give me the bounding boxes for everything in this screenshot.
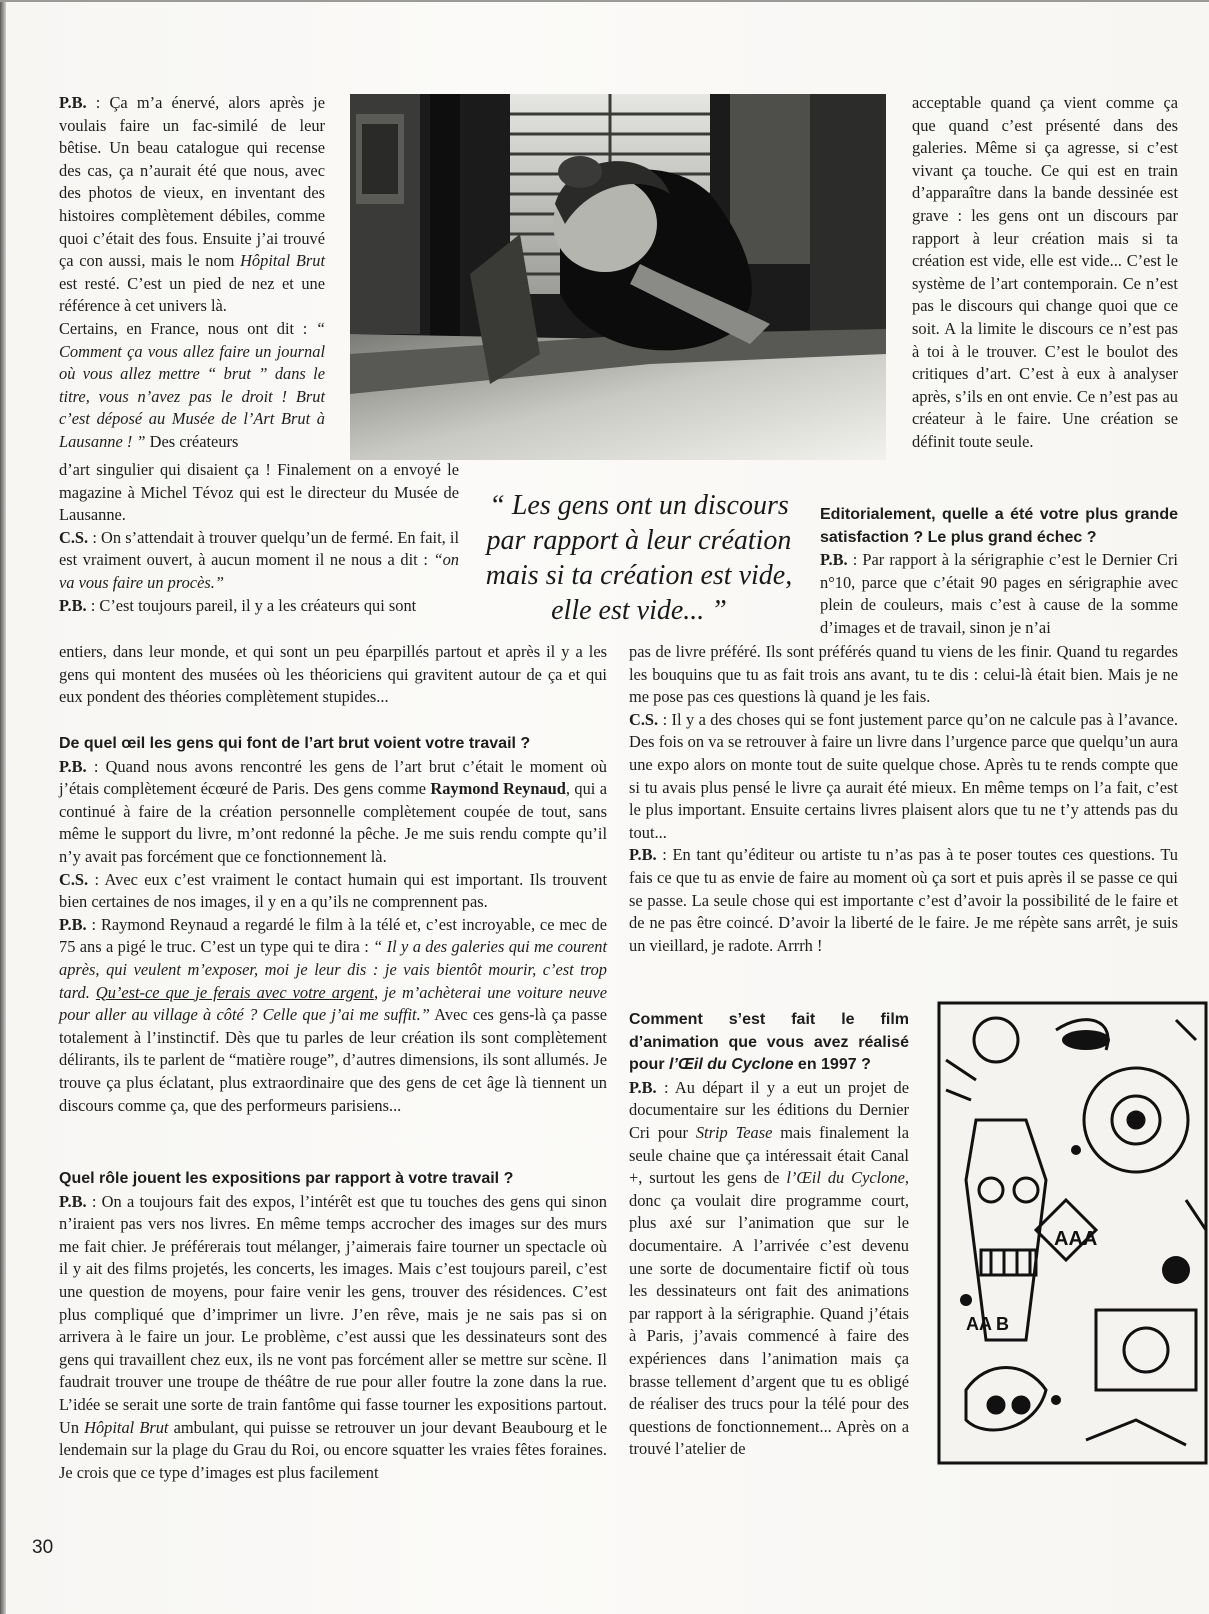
column-right-wide: [629, 641, 1178, 957]
question-4-answer: [629, 1077, 909, 1461]
paragraph: Certains, en France, nous ont dit : “ Comment ça vous allez faire un journal où vous allez mettre “ brut ” dans le titre, vous n’avez pas le droit ! Brut c’est déposé au Musée de l’Art Brut à Lausanne ! ” Des créateurs: [59, 318, 325, 451]
paragraph: P.B. : Quand nous avons rencontré les gens de l’art brut c’était le moment où j’étais complètement écœuré de Paris. Des gens comme Raymond Reynaud, qui a continué à faire de la création personnelle complètement coupée de tout, sans même le support du livre, m’ont redonné la pêche. Je me suis rendu compte qu’il n’y avait pas forcément que ce fonctionnement là.: [59, 756, 607, 866]
question-2-block: [59, 1168, 607, 1484]
paragraph: acceptable quand ça vient comme ça que quand c’est présenté dans des galeries. Même si ça agresse, si c’est vivant ça touche. Ce qui est en train d’apparaître dans la bande dessinée est grave : les gens ont un discours par rapport à leur création mais si ta création est vide, elle est vide... C’est le système de l’art contemporain. Ce n’est pas le discours qui change quoi que ce soit. A la limite le discours ce n’est pas à toi à le trouver. C’est le boulot des critiques d’art. C’est à eux à analyser après, s’ils en ont envie. Ce n’est pas au créateur à le faire. Une création se définit toute seule.: [912, 93, 1178, 451]
question-4-heading: Comment s’est fait le film d’animation que vous avez réalisé pour l’Œil du Cyclone en 1997 ?: [629, 1011, 909, 1074]
question-3-heading: Editorialement, quelle a été votre plus grande satisfaction ? Le plus grand échec ?: [820, 506, 1178, 546]
column-1-top: [59, 92, 325, 454]
photo-illustration: [350, 94, 886, 460]
paragraph: C.S. : On s’attendait à trouver quelqu’un de fermé. En fait, il est vraiment ouvert, à aucun moment il ne nous a dit : “on va vous faire un procès.”: [59, 527, 459, 592]
paragraph: C.S. : Il y a des choses qui se font justement parce qu’on ne calcule pas à l’avance. Des fois on va se retrouver à faire un livre dans l’urgence parce que quelqu’un aura une expo alors on monte tout de suite quelque chose. Après tu te rends compte que si tu avais plus pensé le livre ça aurait été mieux. En même temps on l’a fait, c’est le plus important. Ensuite certains livres plaisent alors que tu ne t’y attends pas du tout...: [629, 709, 1178, 842]
ink-drawing-illustration: [936, 1000, 1209, 1466]
paragraph: P.B. : Raymond Reynaud a regardé le film à la télé et, c’est incroyable, ce mec de 75 ans a pigé le truc. C’est un type qui te dira : “ Il y a des galeries qui me courent après, qui veulent m’exposer, moi je leur dis : je vais bientôt mourir, c’est trop tard. Qu’est-ce que je ferais avec votre argent, je m’achèterai une voiture neuve pour aller au village à côté ? Celle que j’ai me suffit.” Avec ces gens-là ça passe totalement à l’instinctif. Dès que tu parles de leur création ils sont complètement délirants, ils te parlent de “matière rouge”, d’autres dimensions, ils sont allumés. Je trouve ça plus éclatant, plus extraordinaire que des gens de cet âge là tiennent un discours comme ça, que des performeurs parisiens...: [59, 914, 608, 1115]
paragraph: P.B. : Ça m’a énervé, alors après je voulais faire un fac-similé de leur bêtise. Un beau catalogue qui recense des cas, ça n’aurait été que nous, avec des photos de vieux, en inventant des histoires complètement débiles, comme quoi c’était des fous. Ensuite j’ai trouvé ça con aussi, mais le nom Hôpital Brut est resté. C’est un pied de nez et une référence à cet univers là.: [59, 93, 325, 316]
page-fold-shadow: [0, 0, 6, 1614]
question-1-answer: [59, 756, 607, 1118]
drawing-text-aa: AA: [966, 1314, 992, 1334]
drawing-text-aaa: AAA: [1054, 1228, 1098, 1250]
question-1-block: [59, 733, 607, 1117]
page-number: 30: [32, 1537, 54, 1558]
pull-quote: “ Les gens ont un discours par rapport à leur création mais si ta création est vide, elle est vide... ”: [485, 490, 793, 626]
paragraph: entiers, dans leur monde, et qui sont un peu éparpillés partout et après il y a les gens qui montent des musées où les théoriciens qui gravitent autour de ça et qui eux pondent des théories complètement stupides...: [59, 642, 607, 707]
question-4-block: [629, 1009, 909, 1461]
paragraph: P.B. : Au départ il y a eut un projet de documentaire sur les éditions du Dernier Cri pour Strip Tease mais finalement la seule chaine que ça intéressait était Canal +, surtout les gens de l’Œil du Cyclone, donc ça voulait dire programme court, plus axé sur l’animation que sur le documentaire. A l’arrivée c’est devenu une sorte de documentaire fictif où tous les dessinateurs ont fait des animations par rapport à la sérigraphie. Quand j’étais à Paris, j’avais commencé à faire des expériences dans l’animation mais ça brasse tellement d’argent que tu es obligé de réaliser des trucs pour la télé pour des questions de fonctionnement... Après on a trouvé l’atelier de: [629, 1077, 909, 1459]
paragraph: P.B. : C’est toujours pareil, il y a les créateurs qui sont: [59, 595, 417, 615]
question-2-answer: [59, 1191, 607, 1485]
question-1-heading: De quel œil les gens qui font de l’art brut voient votre travail ?: [59, 735, 531, 752]
paragraph: C.S. : Avec eux c’est vraiment le contact humain qui est important. Ils trouvent bien certaines de nos images, il y en a qu’ils ne comprennent pas.: [59, 869, 607, 912]
paragraph: d’art singulier qui disaient ça ! Finalement on a envoyé le magazine à Michel Tévoz qui est le directeur du Musée de Lausanne.: [59, 460, 459, 525]
workshop-photo: [350, 94, 886, 460]
paragraph: P.B. : Par rapport à la sérigraphie c’est le Dernier Cri n°10, parce que c’était 90 pages en sérigraphie avec plein de couleurs, mais c’est à cause de la somme d’images et de travail, sinon je n’ai: [820, 550, 1178, 637]
question-3-answer-start: [820, 549, 1178, 639]
question-2-heading: Quel rôle jouent les expositions par rapport à votre travail ?: [59, 1170, 514, 1187]
top-edge: [0, 0, 1209, 2]
paragraph: pas de livre préféré. Ils sont préférés quand tu viens de les finir. Quand tu regardes les bouquins que tu as fait trois ans avant, tu te dis : celui-là était bien. Mais je ne me pose pas ces questions là quand je les fais.: [629, 642, 1178, 707]
column-1-mid: [59, 459, 459, 617]
paragraph: P.B. : On a toujours fait des expos, l’intérêt est que tu touches des gens qui sinon n’iraient pas vers nos livres. En même temps accrocher des images sur des murs me fait chier. Je préférerais tout mélanger, j’aimerais faire tourner un spectacle où il y ait des films projetés, les concerts, les images. Mais c’est toujours pareil, c’est une question de moyens, pour faire venir les gens, trouver des résidences. C’est plus compliqué que d’imprimer un livre. J’en rêve, mais je ne sais pas si on arrivera à le faire un jour. Le problème, c’est aussi que les dessinateurs sont des gens qui travaillent chez eux, ils ne vont pas forcément aller se mettre sur scène. Il faudrait trouver une troupe de théâtre de rue pour aller foutre la zone dans la rue. L’idée se serait une sorte de train fantôme qui fasse tourner les expositions partout. Un Hôpital Brut ambulant, qui puisse se retrouver un jour devant Beaubourg et le lendemain sur la plage du Grau du Roi, ou encore squatter les vraies fêtes foraines. Je crois que ce type d’images est plus facilement: [59, 1191, 607, 1482]
paragraph: P.B. : En tant qu’éditeur ou artiste tu n’as pas à te poser toutes ces questions. Tu fais ce que tu as envie de faire au moment où ça sort et puis après il se passe ce qui se passe. La seule chose qui est importante c’est d’avoir la possibilité de le faire et de ne pas être coincé. D’avoir la liberté de le faire. Je me répète sans arrêt, je suis un vieillard, je radote. Arrrh !: [629, 845, 1178, 955]
drawing-svg: [936, 1000, 1209, 1466]
column-3-top: [912, 92, 1178, 454]
drawing-text-b: B: [996, 1314, 1009, 1334]
column-1-wide: [59, 641, 607, 709]
question-3-block: [820, 504, 1178, 640]
